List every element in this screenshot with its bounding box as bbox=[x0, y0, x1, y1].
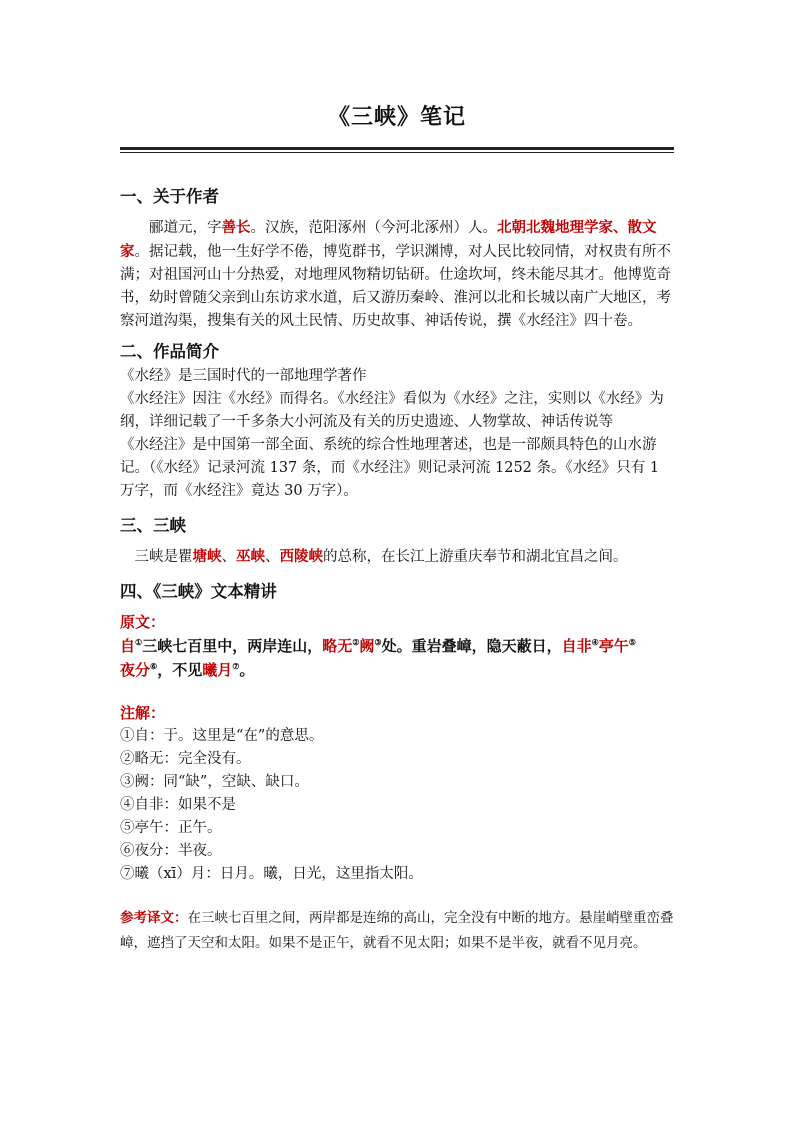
original-text: 自①三峡七百里中，两岸连山，略无②阙③处。重岩叠嶂，隐天蔽日，自非④亭午⑤ 夜分⑥，不见曦月⑦。 bbox=[120, 637, 636, 679]
title-rule-thin bbox=[120, 152, 674, 153]
work-line: 《水经注》因注《水经》而得名。《水经注》看似为《水经》之注，实则以《水经》为纲，详细记载了一千多条大小河流及有关的历史遗迹、人物掌故、神话传说等 bbox=[120, 391, 664, 430]
reference-translation: 参考译文：在三峡七百里之间，两岸都是连绵的高山，完全没有中断的地方。悬崖峭壁重峦叠嶂，遮挡了天空和太阳。如果不是正午，就看不见太阳；如果不是半夜，就看不见月亮。 bbox=[120, 910, 674, 951]
note-item: ①自：于。这里是“在”的意思。 bbox=[120, 728, 324, 744]
section-heading-three-gorges: 三、三峡 bbox=[120, 516, 186, 535]
work-line: 《水经》是三国时代的一部地理学著作 bbox=[120, 368, 367, 384]
document-body bbox=[120, 184, 676, 956]
title-rule-thick bbox=[120, 147, 674, 150]
author-courtesy-name: 善长 bbox=[221, 219, 251, 236]
three-gorges-paragraph: 三峡是瞿塘峡、巫峡、西陵峡的总称，在长江上游重庆奉节和湖北宜昌之间。 bbox=[134, 548, 628, 565]
section-heading-text-study: 四、《三峡》文本精讲 bbox=[120, 582, 277, 601]
notes-label: 注解： bbox=[120, 704, 166, 722]
author-paragraph: 郦道元，字善长。汉族，范阳涿州（今河北涿州）人。北朝北魏地理学家、散文家。据记载，他一生好学不倦，博览群书，学识渊博，对人民比较同情，对权贵有所不满；对祖国河山十分热爱，对地理风物精切钻研。仕途坎坷，终未能尽其才。他博览奇书，幼时曾随父亲到山东访求水道，后又游历秦岭、淮河以北和长城以南广大地区，考察河道沟渠，搜集有关的风土民情、历史故事、神话传说，撰《水经注》四十卷。 bbox=[120, 219, 671, 329]
note-item: ⑥夜分：半夜。 bbox=[120, 843, 222, 859]
section-heading-author: 一、关于作者 bbox=[120, 187, 219, 206]
note-item: ③阙：同“缺”，空缺、缺口。 bbox=[120, 774, 309, 790]
author-identity: 北朝北魏地理学家、散文家 bbox=[120, 219, 657, 260]
section-heading-work: 二、作品简介 bbox=[120, 342, 219, 361]
note-item: ②略无：完全没有。 bbox=[120, 751, 251, 767]
page-title: 《三峡》笔记 bbox=[327, 104, 466, 130]
note-item: ④自非：如果不是 bbox=[120, 797, 236, 813]
note-item: ⑦曦（xī）月：日月。曦，日光，这里指太阳。 bbox=[120, 866, 423, 882]
work-line: 《水经注》是中国第一部全面、系统的综合性地理著述，也是一部颇具特色的山水游记。（《水经》记录河流 137 条，而《水经注》则记录河流 1252 条。《水经》只有 1 万字，而《水经注》竟达 30 万字）。 bbox=[120, 437, 660, 499]
translation-label: 参考译文： bbox=[120, 910, 188, 926]
original-text-label: 原文： bbox=[120, 613, 166, 631]
note-item: ⑤亭午：正午。 bbox=[120, 820, 222, 836]
